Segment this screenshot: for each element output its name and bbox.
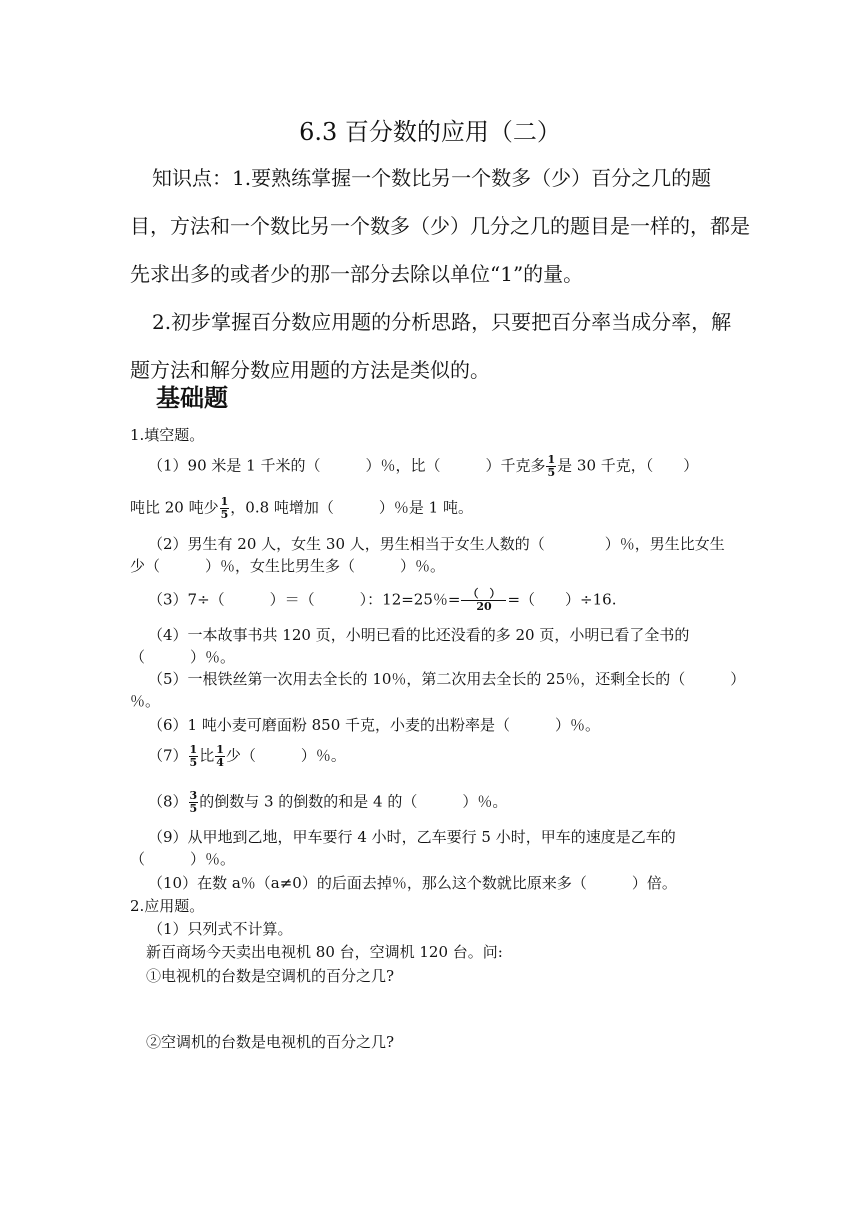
numerator: 1	[547, 453, 556, 466]
text: 少（ ）％。	[225, 746, 346, 765]
text: （7）	[148, 746, 188, 765]
q1-item-1-line-2	[130, 496, 750, 521]
item-text: （4）一本故事书共 120 页，小明已看的比还没看的多 20 页，小明已看了全书的（ ）％。	[130, 626, 690, 666]
numerator: 1	[216, 743, 224, 756]
q2-sub-1: （1）只列式不计算。	[148, 920, 293, 938]
numerator: （ ）	[461, 588, 506, 601]
section-heading: 基础题	[156, 383, 228, 412]
q1-item-6: （6）1 吨小麦可磨面粉 850 千克，小麦的出粉率是（ ）％。	[148, 716, 601, 734]
q1-item-1-line-1	[130, 454, 768, 479]
knowledge-point-2: 2.初步掌握百分数应用题的分析思路，只要把百分率当成分率，解题方法和解分数应用题的方法是类似的。	[130, 310, 732, 382]
text: 是 30 千克，（ ）	[557, 456, 699, 475]
q2-intro: 新百商场今天卖出电视机 80 台，空调机 120 台。问:	[146, 943, 503, 961]
q1-heading: 1.填空题。	[130, 426, 205, 444]
text: （1）90 米是 1 千米的（ ）％，比（ ）千克多	[148, 456, 546, 475]
q1-item-8	[130, 790, 768, 815]
fraction	[220, 496, 230, 521]
fraction	[189, 744, 199, 769]
denominator: 5	[189, 802, 198, 815]
denominator: 4	[216, 756, 224, 769]
numerator: 1	[189, 743, 198, 756]
numerator: 1	[220, 495, 229, 508]
q1-item-7	[130, 744, 768, 769]
text: （8）	[148, 792, 188, 811]
text: 比	[199, 746, 215, 765]
denominator: 5	[189, 756, 198, 769]
q1-item-5	[130, 668, 738, 712]
denominator: 5	[220, 508, 229, 521]
text: （3）7÷（ ）＝（ ）：12=25％=	[148, 590, 461, 609]
item-text: （2）男生有 20 人，女生 30 人，男生相当于女生人数的（ ）％，男生比女生少（ ）％，女生比男生多（ ）％。	[130, 535, 725, 575]
text: ，0.8 吨增加（ ）％是 1 吨。	[230, 498, 473, 517]
text: 吨比 20 吨少	[130, 498, 219, 517]
text: =（ ）÷16.	[507, 590, 617, 609]
q2-question-b: ②空调机的台数是电视机的百分之几?	[146, 1033, 395, 1051]
fraction	[189, 790, 199, 815]
denominator: 20	[476, 600, 492, 613]
page-title: 6.3 百分数的应用（二）	[299, 118, 561, 146]
item-text: （5）一根铁丝第一次用去全长的 10％，第二次用去全长的 25％，还剩全长的（ ）％。	[130, 670, 738, 710]
q2-question-a: ①电视机的台数是空调机的百分之几?	[146, 967, 395, 985]
numerator: 3	[189, 789, 198, 802]
knowledge-points	[130, 154, 750, 394]
q1-item-9	[130, 826, 738, 870]
fraction	[461, 588, 506, 613]
q1-item-3	[130, 588, 768, 613]
fraction	[546, 454, 556, 479]
q2-heading: 2.应用题。	[130, 897, 205, 915]
denominator: 5	[547, 466, 556, 479]
q1-item-4	[130, 624, 738, 668]
knowledge-point-1: 知识点：1.要熟练掌握一个数比另一个数多（少）百分之几的题目，方法和一个数比另一个数多（少）几分之几的题目是一样的，都是先求出多的或者少的那一部分去除以单位“1”的量。	[130, 166, 750, 286]
item-text: （9）从甲地到乙地，甲车要行 4 小时，乙车要行 5 小时，甲车的速度是乙车的（ ）％。	[130, 828, 676, 868]
q1-item-10: （10）在数 a％（a≠0）的后面去掉％，那么这个数就比原来多（ ）倍。	[148, 874, 677, 892]
text: 的倒数与 3 的倒数的和是 4 的（ ）％。	[199, 792, 508, 811]
q1-item-2	[130, 533, 738, 577]
fraction	[215, 744, 225, 769]
